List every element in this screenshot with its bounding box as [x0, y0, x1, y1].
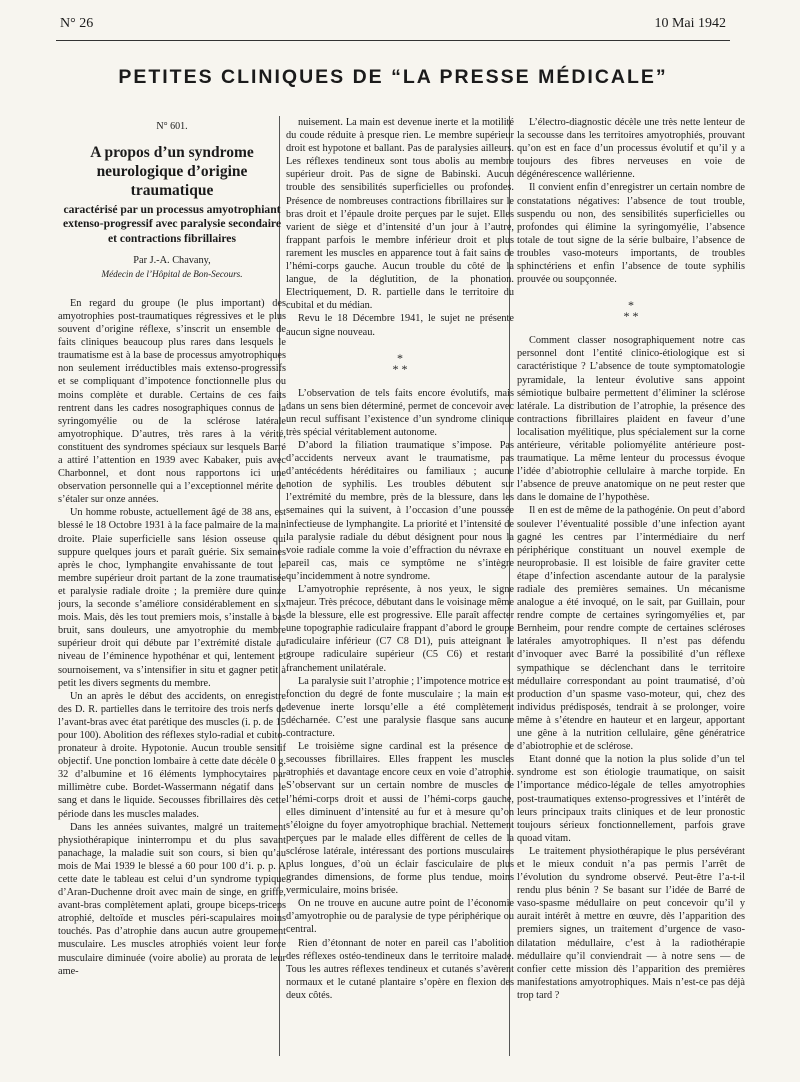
- paragraph: On ne trouve en aucune autre point de l’économie d’amyotrophie ou de paralysie de type périphérique ou central.: [286, 898, 514, 936]
- paragraph: Un an après le début des accidents, on enregistre des D. R. partielles dans le territoire des trois nerfs de l’avant-bras avec état parétique des muscles (i. p. de 15 pour 100). Abolition des réflexes stylo-radial et cubito-pronateur à droite. Hypotonie. Aucun trouble sensitif objectif. Une ponction lombaire à cette date décèle 0 g. 32 d’albumine et 16 éléments lymphocytaires par millimètre cube. Bordet-Wassermann négatif dans le sang et dans le liquide. Secousses fibrillaires dès cette période dans les muscles malades.: [58, 690, 286, 820]
- author-affiliation: Médecin de l’Hôpital de Bon-Secours.: [101, 268, 243, 279]
- paragraph: nuisement. La main est devenue inerte et la motilité du coude réduite à presque rien. Le membre supérieur droit est hypotone et ballant. Pas de paralysies ailleurs. Les réflexes tendineux sont tous abolis au membre supérieur droit. Pas de signe de Babinski. Aucun trouble des sensibilités superficielles ou profondes. Présence de nombreuses contractions fibrillaires sur le bras droit et l’épaule droite perçues par le sujet. Elles varient de siège et d’intensité d’un jour à l’autre, frappant parfois le membre inférieur droit et plus rarement les muscles en apparence tout à fait sains de l’hémi-corps gauche. Aucun trouble du côté de la langue, de la déglutition, de la phonation. Electriquement, D. R. partielle dans le territoire du cubital et du médian.: [286, 117, 514, 312]
- article-number: N° 601.: [156, 121, 188, 132]
- paragraph: L’amyotrophie représente, à nos yeux, le signe majeur. Très précoce, débutant dans le voisinage même de la blessure, elle est progressive. Elle paraît affecter une topographie radiculaire frappant d’abord le groupe radiculaire inférieur (C7 C8 D1), puis atteignant le groupe radiculaire supérieur (C5 C6) et restant franchement unilatérale.: [286, 584, 514, 674]
- paragraph: La paralysie suit l’atrophie ; l’impotence motrice est fonction du degré de fonte musculaire ; la main est devenue inerte lorsqu’elle a été complètement décharnée. C’est une paralysie flasque sans aucune contracture.: [286, 675, 514, 740]
- article-subtitle: caractérisé par un processus amyotrophiant extenso-progressif avec paralysie secondaire et contractions fibrillaires: [63, 203, 281, 245]
- paragraph: Il convient enfin d’enregistrer un certain nombre de constatations négatives: l’absence de tout trouble, suspendu ou non, des sensibilités superficielles ou profondes qui élimine la syringomyélie, l’absence totale de tout signe de la série bulbaire, l’absence de troubles vaso-moteurs importants, de troubles sphinctériens et enfin l’absence de toute syphilis prouvée ou soupçonnée.: [517, 182, 745, 286]
- paragraph: Etant donné que la notion la plus solide d’un tel syndrome est son étiologie traumatique, on saisit l’importance médico-légale de telles amyotrophies post-traumatiques extenso-progressives et l’intérêt de leurs principaux traits cliniques et de leur pronostic toujours sérieux fonctionnellement, parfois grave quoad vitam.: [517, 754, 745, 844]
- paragraph: Comment classer nosographiquement notre cas personnel dont l’entité clinico-étiologique est si caractéristique ? L’absence de toute symptomatologie pyramidale, la lenteur évolutive sans appoint sémiotique bulbaire permettent d’éliminer la sclérose latérale. La distribution de l’atrophie, la présence des contractions fibrillaires plaident en faveur d’une localisation myélitique, plus spécialement sur la corne antérieure, véritable poliomyélite antérieure post-traumatique. La même lenteur du processus évoque l’idée d’abiotrophie cellulaire à marche torpide. En l’absence de preuve anatomique on ne peut rester que dans le domaine de l’hypothèse.: [517, 335, 745, 504]
- paragraph: L’observation de tels faits encore évolutifs, mais dans un sens bien déterminé, permet de concevoir avec un recul suffisant l’existence d’un syndrome clinique très spécial véritablement autonome.: [286, 387, 514, 438]
- column-2: [286, 116, 514, 1076]
- paragraph: Un homme robuste, actuellement âgé de 38 ans, est blessé le 18 Octobre 1931 à la face palmaire de la main droite. Plaie superficielle sans lésion osseuse qui suppure quelques jours et paraît guérie. Six semaines après le choc, lymphangite envahissante de tout le membre supérieur droit partant de la zone traumatisée et paralysie radiale droite ; la première dure quinze jours, la seconde s’améliore considérablement en six mois. Mais, dès les tout premiers mois, s’installe à bas bruit, sans douleurs, une amyotrophie du membre supérieur droit qui débute par l’extrémité distale au niveau de l’éminence hypothénar et qui, lentement et sournoisement, va s’intensifier in situ et gagner petit à petit les divers segments du membre.: [58, 507, 286, 689]
- section-stars: * * *: [392, 350, 408, 376]
- masthead: PETITES CLINIQUES DE “LA PRESSE MÉDICALE”: [118, 66, 668, 88]
- paragraph: Le troisième signe cardinal est la présence de secousses fibrillaires. Elles frappent les muscles atrophiés et davantage encore ceux en voie d’atrophie. S’observant sur un certain nombre de muscles de l’hémi-corps droit et aussi de l’hémi-corps gauche, elles diminuent d’intensité au fur et à mesure qu’on s’éloigne du foyer amyotrophique brachial. Nettement perçues par le malade elles diffèrent de celles de la sclérose latérale, intéressant des portions musculaires plus longues, d’où un éclair fasciculaire de plus grandes dimensions, de forme plus tendue, moins vermiculaire, moins brisée.: [286, 741, 514, 897]
- paragraph: Rien d’étonnant de noter en pareil cas l’abolition des réflexes ostéo-tendineux dans le territoire malade. Tous les autres réflexes tendineux et cutanés s’avèrent normaux et le cutané plantaire s’opère en flexion des deux côtés.: [286, 937, 514, 1001]
- paragraph: D’abord la filiation traumatique s’impose. Pas d’accidents nerveux avant le traumatisme, pas d’antécédents héréditaires ou familiaux ; aucune notion de syphilis. Les troubles débutent sur l’extrémité du membre, près de la blessure, dans les semaines qui la suivent, à l’occasion d’une poussée infectieuse de lymphangite. La priorité et l’intensité de la paralysie radiale du début désignent pour nous la voie radiale comme la voie d’effraction du névraxe en pareil cas, mais ce symptôme ne s’intègre qu’incidemment à notre syndrome.: [286, 439, 514, 582]
- page-header: [60, 16, 726, 32]
- column-3: [517, 116, 745, 1076]
- issue-date: 10 Mai 1942: [654, 16, 726, 31]
- header-rule: [56, 40, 730, 41]
- article-title: A propos d’un syndrome neurologique d’origine traumatique: [90, 144, 254, 200]
- section-stars: * * *: [623, 298, 639, 324]
- paragraph: L’électro-diagnostic décèle une très nette lenteur de la secousse dans les territoires amyotrophiés, prouvant qu’on est en face d’un processus évolutif et qu’il y a toujours des fibres nerveuses en voie de dégénérescence wallérienne.: [517, 117, 745, 181]
- paragraph: Dans les années suivantes, malgré un traitement physiothérapique ininterrompu et du plus savant panachage, la maladie suit son cours, si bien qu’au mois de Mai 1939 le blessé a 60 pour 100 d’i. p. p. A cette date le tableau est celui d’un syndrome typique d’Aran-Duchenne droit avec main de singe, en griffe, avant-bras complètement aplati, groupe biceps-triceps atrophié, deltoïde et muscles péri-scapulaires moins touchés. Pas d’atrophie dans aucun autre groupement musculaire. Les muscles atrophiés voient leur force musculaire diminuée (voire abolie) au prorata de leur ame-: [58, 821, 286, 977]
- issue-number: N° 26: [60, 16, 94, 31]
- column-1: [58, 116, 286, 1076]
- paragraph: En regard du groupe (le plus important) des amyotrophies post-traumatiques régressives et le plus souvent d’origine réflexe, s’inscrit un ensemble de faits cliniques beaucoup plus rares dans lesquels le traumatisme est à la base de processus amyotrophiques non seulement irréductibles mais extenso-progressifs et se compliquant d’impotence fonctionnelle plus ou moins complète et durable. Certains de ces faits rentrent dans les cadres nosographiques connus de la syringomyélie ou de la sclérose latérale amyotrophique. D’autres, très rares à la vérité, constituent des syndromes spéciaux sur lesquels Barré a attiré l’attention en 1939 avec Kabaker, puis avec Charbonnel, et dont nous rapportons ici une observation personnelle qui a l’exceptionnel mérite de s’étaler sur onze années.: [58, 297, 286, 506]
- paragraph: Il en est de même de la pathogénie. On peut d’abord soulever l’éventualité possible d’une infection ayant gagné les centres par l’intermédiaire du nerf périphérique constituant un nouvel exemple de neuroprobasie. Il est loisible de faire graviter cette étape d’infection ascendante autour de la paralysie radiale des premières semaines. Un mécanisme analogue a été invoqué, on le sait, par Guillain, pour rendre compte de certaines syringomyélies et, par Bernheim, pour rendre compte de certaines scléroses latérales amyotrophiques. Il n’est pas défendu d’invoquer avec Barré la possibilité d’un réflexe sympathique se déclenchant dans le territoire médullaire correspondant au point traumatisé, d’où production d’un spasme vaso-moteur, qui, chez des individus prédisposés, tendrait à se prolonger, voire même à s’étendre en hauteur et en largeur, apportant une gêne à la nutrition cellulaire, gêne génératrice d’abiotrophie et de sclérose.: [517, 505, 745, 753]
- paragraph: Le traitement physiothérapique le plus persévérant et le mieux conduit n’a pas permis l’arrêt de l’évolution du syndrome observé. Peut-être l’a-t-il rendu plus bénin ? Se basant sur l’idée de Barré de vaso-spasme médullaire on peut concevoir qu’il y aurait intérêt à mettre en œuvre, dès l’apparition des premiers signes, un traitement d’urgence de vaso-dilatation médullaire, c’est à la radiothérapie médullaire qu’il conviendrait — à notre sens — de confier cette mission dès l’apparition des premières manifestations amyotrophiques. Mais n’est-ce pas déjà trop tard ?: [517, 845, 745, 1001]
- article-author: Par J.-A. Chavany,: [133, 254, 211, 266]
- paragraph: Revu le 18 Décembre 1941, le sujet ne présente aucun signe nouveau.: [286, 313, 514, 338]
